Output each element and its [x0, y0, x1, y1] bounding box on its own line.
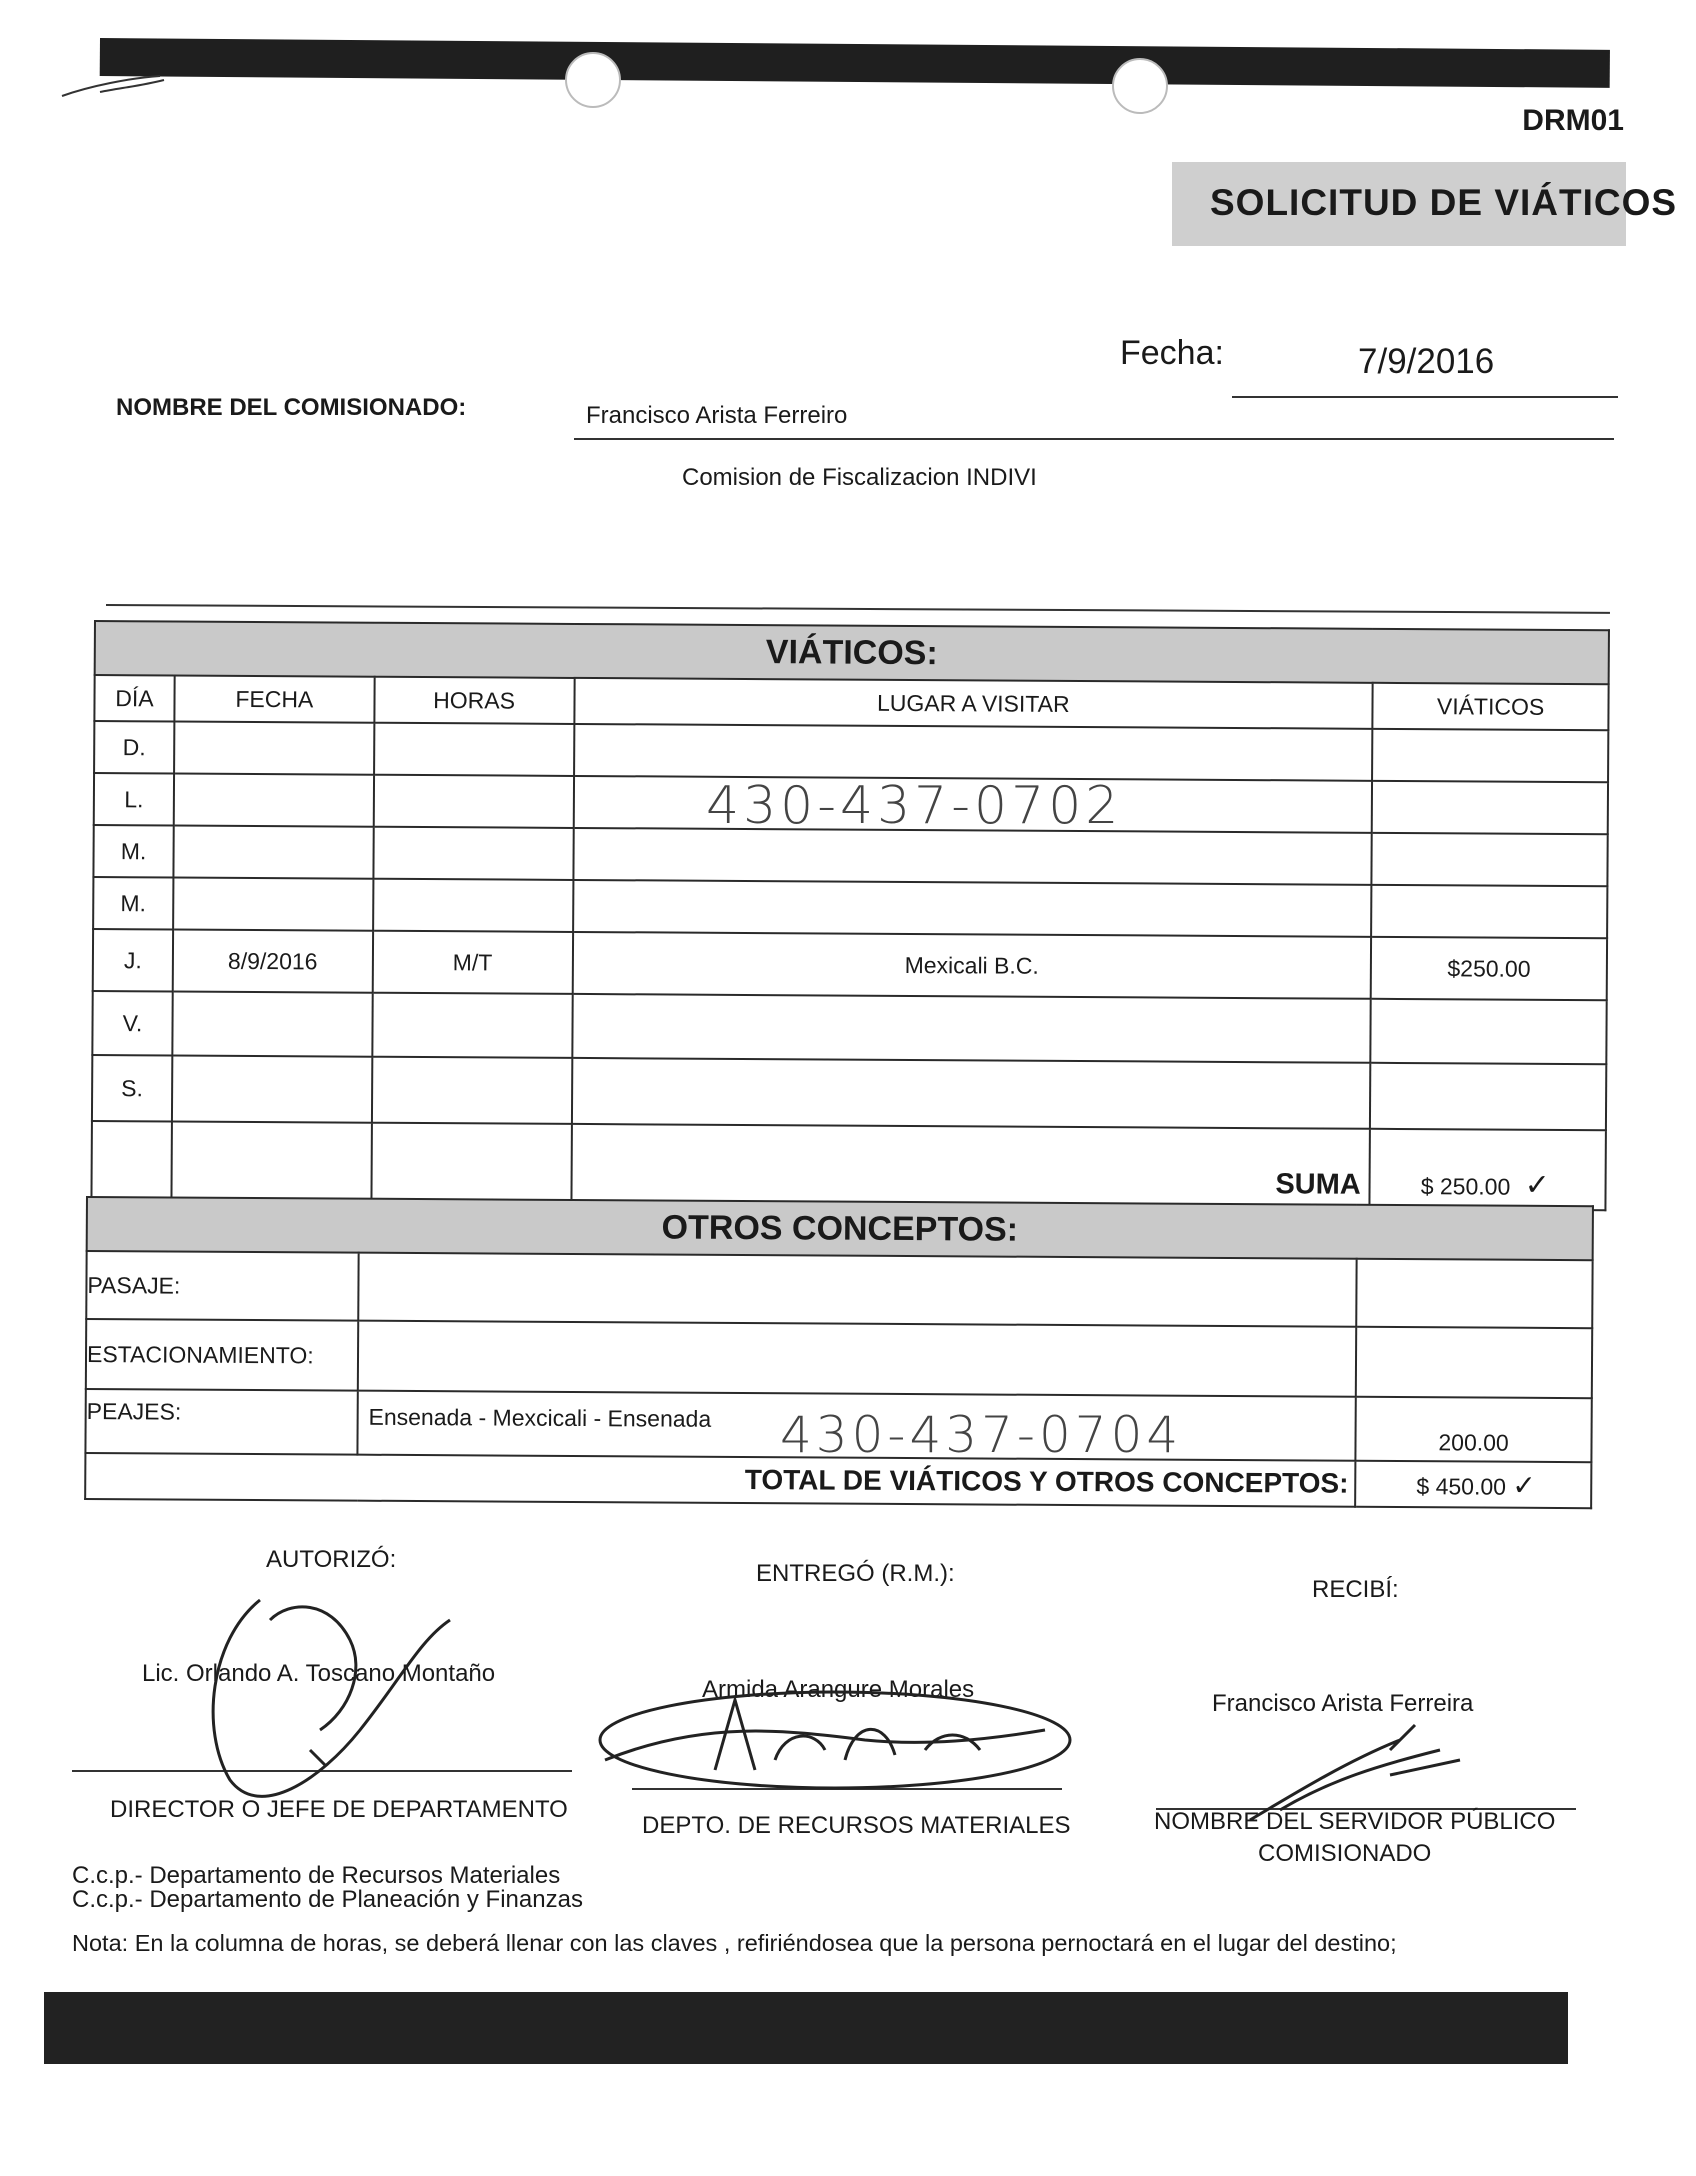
- commissioner-department: Comision de Fiscalizacion INDIVI: [682, 464, 1037, 491]
- fecha-underline: [1232, 396, 1618, 398]
- check-mark-icon: ✓: [1512, 1469, 1536, 1501]
- concept-desc: [358, 1253, 1357, 1327]
- horas-cell: [374, 723, 574, 776]
- horas-cell: [371, 1123, 571, 1204]
- top-dark-bar: [100, 38, 1610, 88]
- signature-orlando: [200, 1580, 460, 1820]
- fecha-cell: [172, 1055, 372, 1122]
- commissioner-name: Francisco Arista Ferreiro: [586, 402, 848, 429]
- table-row: [93, 929, 1607, 1000]
- autorizo-label: AUTORIZÓ:: [266, 1546, 397, 1573]
- table-row: [92, 991, 1606, 1064]
- monto-cell: [1372, 781, 1608, 834]
- fecha-cell: 8/9/2016: [173, 929, 373, 992]
- table-row: [86, 1319, 1592, 1398]
- col-dia: DÍA: [94, 675, 174, 721]
- fecha-cell: [171, 1121, 371, 1202]
- fecha-cell: [174, 773, 374, 826]
- horas-cell: [373, 775, 573, 828]
- concept-amount: [1356, 1327, 1592, 1398]
- monto-cell: [1371, 999, 1607, 1064]
- form-title: SOLICITUD DE VIÁTICOS: [1210, 182, 1678, 223]
- suma-value-cell: [1370, 1129, 1606, 1210]
- total-label: TOTAL DE VIÁTICOS Y OTROS CONCEPTOS:: [85, 1453, 1355, 1507]
- viaticos-title: VIÁTICOS:: [95, 621, 1609, 684]
- nota-text: Nota: En la columna de horas, se deberá llenar con las claves , refiriéndosea que la persona pernoctará en el lugar del destino;: [72, 1930, 1397, 1956]
- suma-label: SUMA: [1275, 1168, 1361, 1201]
- concept-label: PASAJE:: [86, 1251, 358, 1321]
- lugar-cell: [572, 994, 1371, 1063]
- horas-cell: [372, 1057, 572, 1124]
- dia-cell: S.: [92, 1055, 172, 1121]
- lugar-cell: [571, 1058, 1370, 1129]
- col-fecha: FECHA: [174, 675, 374, 722]
- check-mark-icon: ✓: [1524, 1168, 1550, 1202]
- entrego-name: Armida Arangure Morales: [702, 1676, 975, 1703]
- handwritten-number-2: 430-437-0704: [780, 1406, 1183, 1464]
- horas-cell: [373, 879, 573, 932]
- table-row: [94, 721, 1608, 782]
- fecha-cell: [172, 991, 372, 1056]
- autorizo-role: DIRECTOR O JEFE DE DEPARTAMENTO: [110, 1796, 568, 1823]
- lugar-cell: [574, 724, 1373, 781]
- lugar-cell: [573, 828, 1372, 885]
- fecha-cell: [173, 877, 373, 930]
- horas-cell: M/T: [372, 931, 572, 994]
- dia-cell: V.: [92, 991, 172, 1055]
- pen-mark: [60, 66, 170, 106]
- concept-amount: [1356, 1259, 1592, 1328]
- monto-cell: [1372, 729, 1608, 782]
- monto-cell: [1372, 833, 1608, 886]
- concept-label: PEAJES:: [85, 1389, 357, 1455]
- concept-amount: 200.00: [1356, 1397, 1592, 1462]
- dia-cell: J.: [93, 929, 173, 991]
- section-divider: [106, 604, 1610, 614]
- fecha-cell: [173, 825, 373, 878]
- horas-cell: [372, 993, 572, 1058]
- concept-desc: Ensenada - Mexcicali - Ensenada: [357, 1391, 1356, 1461]
- recibi-name: Francisco Arista Ferreira: [1212, 1690, 1474, 1717]
- recibi-role-2: COMISIONADO: [1258, 1840, 1432, 1867]
- lugar-cell: Mexicali B.C.: [572, 932, 1371, 999]
- fecha-label: Fecha:: [1120, 334, 1224, 372]
- signature-armida: [585, 1680, 1075, 1800]
- entrego-role: DEPTO. DE RECURSOS MATERIALES: [642, 1812, 1071, 1839]
- concept-desc: [358, 1321, 1357, 1397]
- col-horas: HORAS: [374, 677, 574, 724]
- fecha-cell: [174, 721, 374, 774]
- handwritten-number-1: 430-437-0702: [706, 776, 1123, 836]
- total-value-cell: [1355, 1461, 1591, 1508]
- monto-cell: $250.00: [1371, 937, 1607, 1000]
- punch-hole-right: [1112, 58, 1168, 114]
- ccp-line-1: C.c.p.- Departamento de Recursos Materiales: [72, 1862, 561, 1889]
- commissioner-underline: [574, 438, 1614, 440]
- horas-cell: [373, 827, 573, 880]
- table-row: [92, 1055, 1606, 1130]
- autorizo-name: Lic. Orlando A. Toscano Montaño: [142, 1660, 496, 1687]
- table-row: [93, 877, 1607, 938]
- viaticos-table: [90, 620, 1610, 1211]
- monto-cell: [1370, 1063, 1606, 1130]
- total-value: $ 450.00: [1416, 1472, 1507, 1500]
- suma-value: $ 250.00: [1420, 1173, 1511, 1200]
- table-row: [86, 1251, 1592, 1328]
- otros-title: OTROS CONCEPTOS:: [87, 1197, 1593, 1260]
- dia-cell: D.: [94, 721, 174, 773]
- ccp-line-2: C.c.p.- Departamento de Planeación y Finanzas: [72, 1886, 583, 1913]
- dia-cell: M.: [93, 877, 173, 929]
- punch-hole-left: [565, 52, 621, 108]
- col-viaticos: VIÁTICOS: [1373, 683, 1609, 730]
- suma-label-cell: [571, 1124, 1370, 1209]
- entrego-label: ENTREGÓ (R.M.):: [756, 1560, 955, 1587]
- form-code: DRM01: [1522, 104, 1624, 137]
- lugar-cell: [573, 880, 1372, 937]
- recibi-role-1: NOMBRE DEL SERVIDOR PÚBLICO: [1154, 1808, 1556, 1835]
- fecha-value: 7/9/2016: [1358, 342, 1495, 381]
- dia-cell: L.: [94, 773, 174, 825]
- dia-cell: M.: [93, 825, 173, 877]
- bottom-dark-bar: [44, 1992, 1568, 2064]
- col-lugar: LUGAR A VISITAR: [574, 678, 1373, 729]
- commissioner-label: NOMBRE DEL COMISIONADO:: [116, 394, 467, 421]
- dia-cell: [91, 1121, 171, 1201]
- monto-cell: [1371, 885, 1607, 938]
- recibi-label: RECIBÍ:: [1312, 1576, 1399, 1603]
- concept-label: ESTACIONAMIENTO:: [86, 1319, 358, 1391]
